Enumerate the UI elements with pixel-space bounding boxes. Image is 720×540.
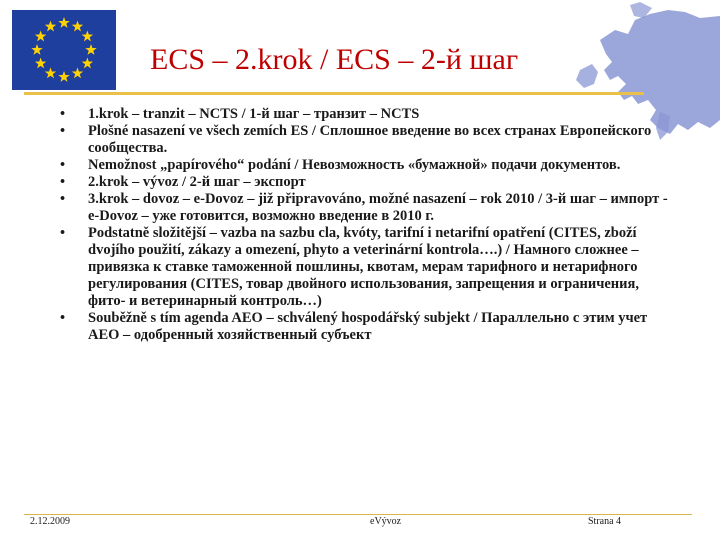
slide-title: ECS – 2.krok / ECS – 2-й шаг [150, 43, 519, 76]
bullet-item [60, 225, 670, 310]
bullet-item [60, 174, 670, 191]
eu-flag-icon [12, 10, 116, 90]
title-divider [24, 92, 644, 95]
bullet-marker: • [60, 123, 66, 139]
bullet-item [60, 106, 670, 123]
bullet-text: Plošné nasazení ve všech zemích ES / Сплошное введение во всех странах Европейского сообщества. [88, 123, 652, 156]
bullet-marker: • [60, 191, 66, 207]
bullet-text: 1.krok – tranzit – NCTS / 1-й шаг – транзит – NCTS [88, 106, 420, 122]
bullet-item [60, 191, 670, 225]
bullet-marker: • [60, 225, 66, 241]
footer-date: 2.12.2009 [30, 516, 70, 527]
bullet-text: Souběžně s tím agenda AEO – schválený hospodářský subjekt / Параллельно с этим учет АЕО – одобренный хозяйственный субъект [88, 310, 648, 343]
bullet-text: 3.krok – dovoz – e-Dovoz – již připravováno, možné nasazení – rok 2010 / 3-й шаг – импорт - e-Dovoz – уже готовится, возможно введение в 2010 г. [88, 191, 668, 224]
bullet-item [60, 310, 670, 344]
page-number: Strana 4 [588, 516, 622, 527]
footer-title: eVývoz [370, 516, 402, 527]
bullet-text: Nemožnost „papírového“ podání / Невозможность «бумажной» подачи документов. [88, 157, 621, 173]
bullet-item [60, 157, 670, 174]
bullet-text: 2.krok – vývoz / 2-й шаг – экспорт [88, 174, 306, 190]
bullet-list [60, 106, 670, 344]
bullet-item [60, 123, 670, 157]
bullet-marker: • [60, 310, 66, 326]
footer-divider [24, 514, 692, 515]
bullet-marker: • [60, 174, 66, 190]
bullet-text: Podstatně složitější – vazba na sazbu cla, kvóty, tarifní i netarifní opatření (CITES, zboží dvojího použití, zákazy a omezení, phyto a veterinární kontrola….) / Намного сложнее – привязка к ставке таможенной пошлины, квотам, мерам тарифного и нетарифного регулирования (CITES, товар двойного использования, запрещения и ограничения, фито- и ветеринарный контроль…) [88, 225, 639, 309]
bullet-marker: • [60, 157, 66, 173]
bullet-marker: • [60, 106, 66, 122]
